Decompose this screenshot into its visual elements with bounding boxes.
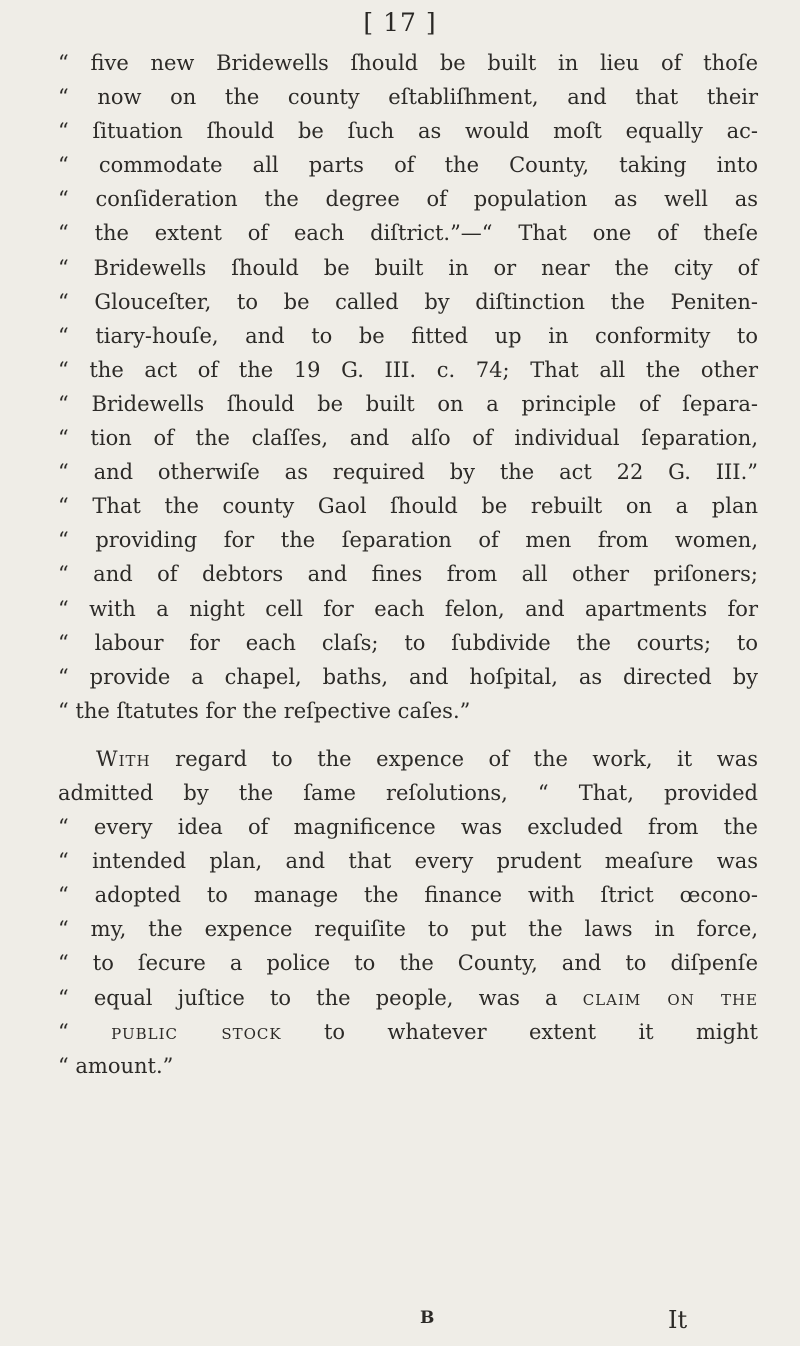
text-line: “ commodate all parts of the County, taking into (58, 153, 758, 178)
claim-line-prefix: “ equal juſtice to the people, was a (58, 985, 583, 1010)
text-line: “ Bridewells ſhould be built on a principle of ſepara- (58, 391, 758, 416)
text-line: “ and otherwiſe as required by the act 22 G. III.” (58, 460, 758, 485)
text-line: “ adopted to manage the finance with ſtrict œcono- (58, 883, 758, 908)
catchword: It (668, 1306, 688, 1334)
text-line: “ labour for each claſs; to ſubdivide the courts; to (58, 630, 758, 655)
text-line: “ conſideration the degree of population as well as (58, 187, 758, 212)
text-line: “ providing for the ſeparation of men from women, (58, 528, 758, 553)
text-line: “ the extent of each diſtrict.”—“ That one of theſe (58, 221, 758, 246)
stock-smallcaps: public stock (111, 1019, 282, 1044)
page-number: [ 17 ] (363, 8, 437, 37)
stock-line-prefix: “ (58, 1019, 112, 1044)
text-line: “ tion of the claſſes, and alſo of individual ſeparation, (58, 426, 758, 451)
paragraph-gap (58, 728, 758, 742)
text-line: “ my, the expence requiſite to put the laws in force, (58, 917, 758, 942)
text-line: “ Bridewells ſhould be built in or near the city of (58, 255, 758, 280)
text-line: admitted by the ſame reſolutions, “ That, provided (58, 780, 758, 805)
text-line: “ the ſtatutes for the reſpective caſes.” (58, 698, 471, 723)
text-line: “ tiary-houſe, and to be fitted up in conformity to (58, 323, 758, 348)
text-line: “ intended plan, and that every prudent meaſure was (58, 849, 758, 874)
paragraph-opening-line (58, 742, 758, 776)
claim-smallcaps: claim on the (582, 985, 758, 1010)
body-text (58, 46, 758, 1083)
final-line: “ amount.” (58, 1053, 174, 1078)
text-line: “ with a night cell for each felon, and apartments for (58, 596, 758, 621)
text-line: “ Glouceſter, to be called by diſtinction the Peniten- (58, 289, 758, 314)
stock-line-suffix: to whatever extent it might (281, 1019, 758, 1044)
stock-line (58, 1015, 758, 1049)
paragraph-lead-word: With (96, 746, 151, 771)
paragraph-lead-rest: regard to the expence of the work, it was (150, 746, 758, 771)
text-line: “ every idea of magnificence was excluded from the (58, 815, 758, 840)
page-footer (0, 1306, 800, 1342)
text-line: “ That the county Gaol ſhould be rebuilt on a plan (58, 494, 758, 519)
text-line: “ now on the county eſtabliſhment, and that their (58, 85, 758, 110)
text-line: “ ſituation ſhould be ſuch as would moſt equally ac- (58, 119, 758, 144)
signature-mark: B (420, 1308, 435, 1328)
text-line: “ to ſecure a police to the County, and to diſpenſe (58, 951, 758, 976)
text-line: “ the act of the 19 G. III. c. 74; That all the other (58, 357, 758, 382)
text-line: “ and of debtors and fines from all other priſoners; (58, 562, 758, 587)
text-line: “ provide a chapel, baths, and hoſpital, as directed by (58, 664, 758, 689)
claim-line (58, 981, 758, 1015)
text-line: “ five new Bridewells ſhould be built in lieu of thoſe (58, 51, 758, 75)
